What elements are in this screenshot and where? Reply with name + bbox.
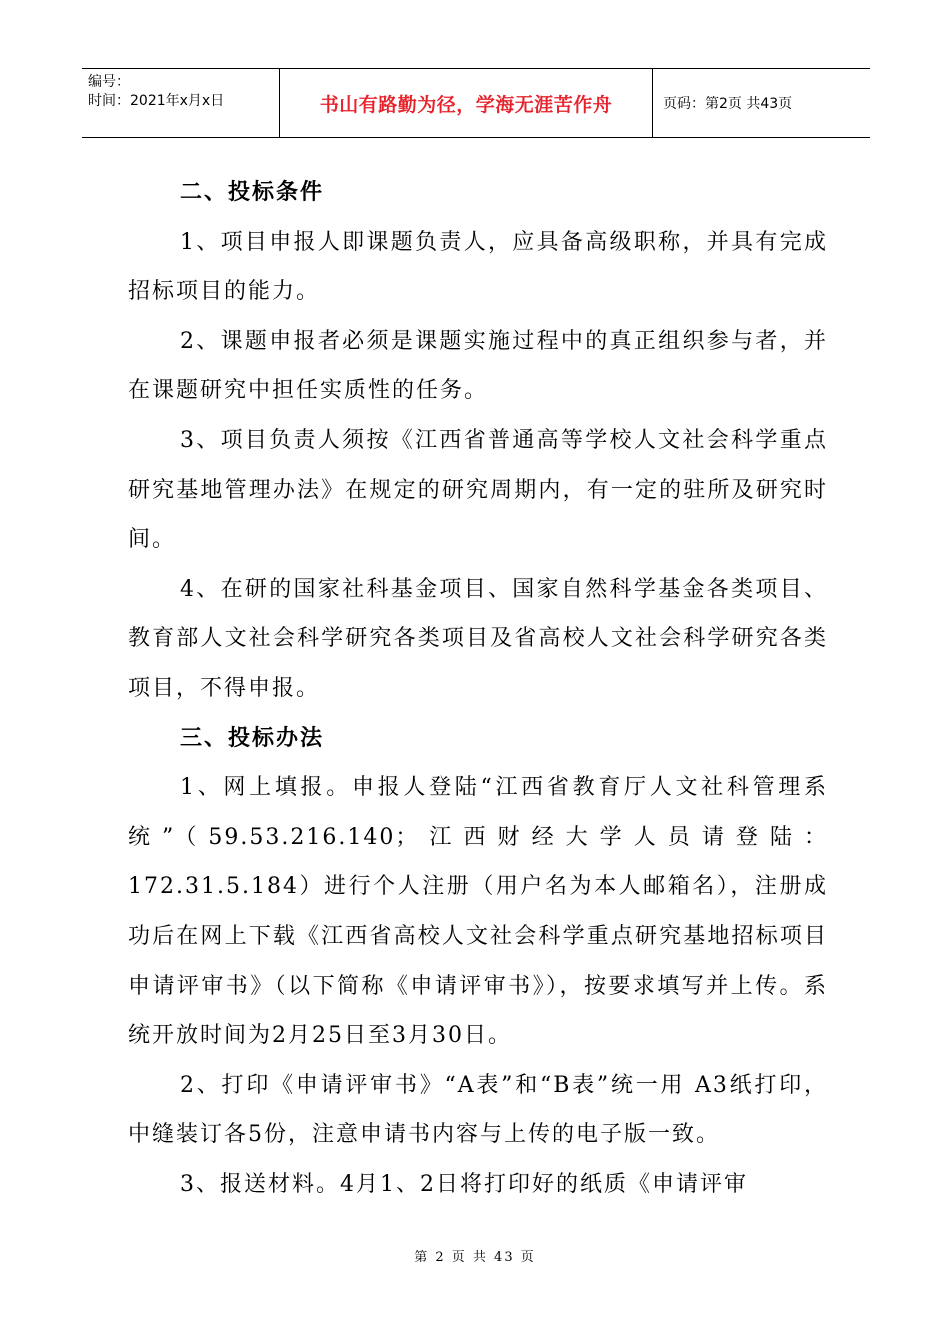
page-header — [82, 68, 870, 138]
header-meta — [82, 69, 280, 137]
paragraph: 3、报送材料。4月1、2日将打印好的纸质《申请评审 — [180, 1171, 748, 1197]
header-motto: 书山有路勤为径，学海无涯苦作舟 — [280, 69, 653, 137]
document-time-label: 时间：2021年x月x日 — [88, 93, 225, 109]
header-page-info: 页码：第2页 共43页 — [663, 96, 793, 112]
paragraph: 2、打印《申请评审书》“A表”和“B表”统一用 A3纸打印，中缝装订各5份，注意申请书内容与上传的电子版一致。 — [128, 1072, 828, 1148]
page-footer: 第 2 页 共 43 页 — [414, 1250, 536, 1265]
document-body — [128, 168, 828, 1209]
paragraph: 2、课题申报者必须是课题实施过程中的真正组织参与者，并在课题研究中担任实质性的任务。 — [128, 328, 828, 404]
document-number-label: 编号： — [88, 74, 130, 90]
paragraph: 4、在研的国家社科基金项目、国家自然科学基金各类项目、教育部人文社会科学研究各类项目及省高校人文社会科学研究各类项目，不得申报。 — [128, 576, 828, 701]
paragraph: 1、网上填报。申报人登陆“江西省教育厅人文社科管理系统”（59.53.216.140；江西财经大学人员请登陆：172.31.5.184）进行个人注册（用户名为本人邮箱名），注册成功后在网上下载《江西省高校人文社会科学重点研究基地招标项目申请评审书》（以下简称《申请评审书》），按要求填写并上传。系统开放时间为2月25日至3月30日。 — [128, 775, 828, 1049]
paragraph: 1、项目申报人即课题负责人，应具备高级职称，并具有完成招标项目的能力。 — [128, 229, 828, 305]
section-heading-bidding-conditions: 二、投标条件 — [180, 179, 325, 205]
section-heading-bidding-method: 三、投标办法 — [180, 724, 325, 751]
paragraph: 3、项目负责人须按《江西省普通高等学校人文社会科学重点研究基地管理办法》在规定的研究周期内，有一定的驻所及研究时间。 — [128, 427, 828, 553]
